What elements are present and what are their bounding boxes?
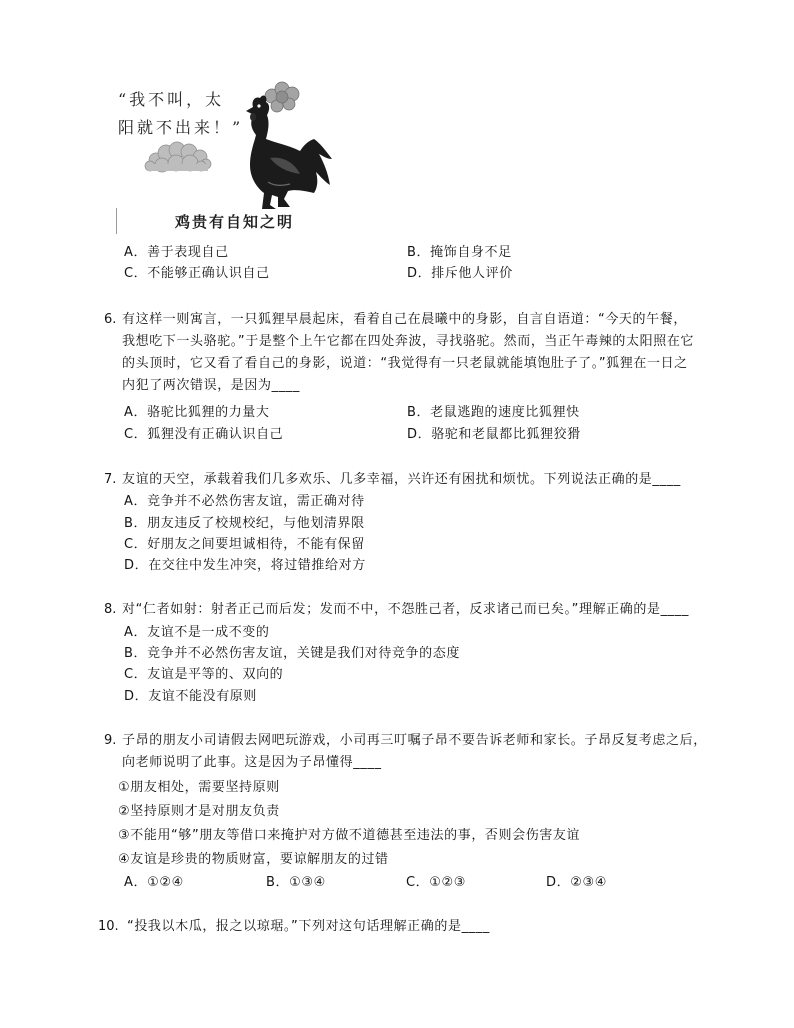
option-a: A．友谊不是一成不变的	[124, 625, 270, 640]
question-number: 9.	[104, 733, 117, 748]
question-text-line: 友谊的天空，承载着我们几多欢乐、几多幸福，兴许还有困扰和烦忧。下列说法正确的是____	[122, 472, 681, 487]
question-number: 10.	[98, 919, 119, 934]
statement-2: ②坚持原则才是对朋友负责	[118, 804, 280, 819]
question-number: 8.	[104, 602, 117, 617]
question-text-line: 我想吃下一头骆驼。”于是整个上午它都在四处奔波，寻找骆驼。然而，当正午毒辣的太阳照在它	[122, 334, 695, 349]
rooster-speech-line-1: “我不叫，太	[118, 90, 225, 109]
option-c: C．好朋友之间要坦诚相待，不能有保留	[124, 537, 365, 552]
option-d: D．排斥他人评价	[407, 266, 513, 281]
bush-drawing	[145, 142, 211, 172]
option-c: C．狐狸没有正确认识自己	[124, 427, 284, 442]
option-b: B．竞争并不必然伤害友谊，关键是我们对待竞争的态度	[124, 646, 460, 661]
question-text-line: 内犯了两次错误，是因为____	[122, 378, 301, 393]
question-number: 7.	[104, 472, 117, 487]
option-b: B．①③④	[266, 875, 326, 890]
statement-4: ④友谊是珍贵的物质财富，要谅解朋友的过错	[118, 852, 389, 867]
option-b: B．老鼠逃跑的速度比狐狸快	[407, 405, 580, 420]
option-a: A．竞争并不必然伤害友谊，需正确对待	[124, 494, 365, 509]
statement-3: ③不能用“够”朋友等借口来掩护对方做不道德甚至违法的事，否则会伤害友谊	[118, 828, 581, 843]
question-number: 6.	[104, 312, 117, 327]
option-d: D．友谊不能没有原则	[124, 689, 258, 704]
option-d: D．②③④	[546, 875, 607, 890]
option-a: A．①②④	[124, 875, 184, 890]
option-a: A．骆驼比狐狸的力量大	[124, 405, 270, 420]
option-c: C．不能够正确认识自己	[124, 266, 270, 281]
option-b: B．朋友违反了校规校纪，与他划清界限	[124, 516, 365, 531]
question-text-line: 的头顶时，它又看了看自己的身影，说道：“我觉得有一只老鼠就能填饱肚子了。”狐狸在一日之	[122, 356, 688, 371]
flower-drawing	[265, 82, 299, 112]
option-b: B．掩饰自身不足	[407, 245, 512, 260]
question-text-line: 对“仁者如射：射者正己而后发；发而不中，不怨胜己者，反求诸己而已矣。”理解正确的是____	[122, 602, 689, 617]
option-a: A．善于表现自己	[124, 245, 229, 260]
figure-border-line	[116, 208, 117, 234]
option-d: D．在交往中发生冲突，将过错推给对方	[124, 558, 366, 573]
option-d: D．骆驼和老鼠都比狐狸狡猾	[407, 427, 581, 442]
question-text-line: 有这样一则寓言，一只狐狸早晨起床，看着自己在晨曦中的身影，自言自语道：“今天的午餐，	[122, 312, 687, 327]
figure-caption: 鸡贵有自知之明	[175, 213, 295, 231]
rooster-silhouette	[246, 95, 332, 209]
rooster-speech-line-2: 阳就不出来！”	[118, 118, 244, 137]
question-text-line: “投我以木瓜，报之以琼琚。”下列对这句话理解正确的是____	[127, 919, 490, 934]
option-c: C．①②③	[406, 875, 467, 890]
question-text-line: 向老师说明了此事。这是因为子昂懂得____	[122, 755, 382, 770]
question-text-line: 子昂的朋友小司请假去网吧玩游戏，小司再三叮嘱子昂不要告诉老师和家长。子昂反复考虑之后，	[122, 733, 707, 748]
option-c: C．友谊是平等的、双向的	[124, 667, 284, 682]
statement-1: ①朋友相处，需要坚持原则	[118, 780, 280, 795]
